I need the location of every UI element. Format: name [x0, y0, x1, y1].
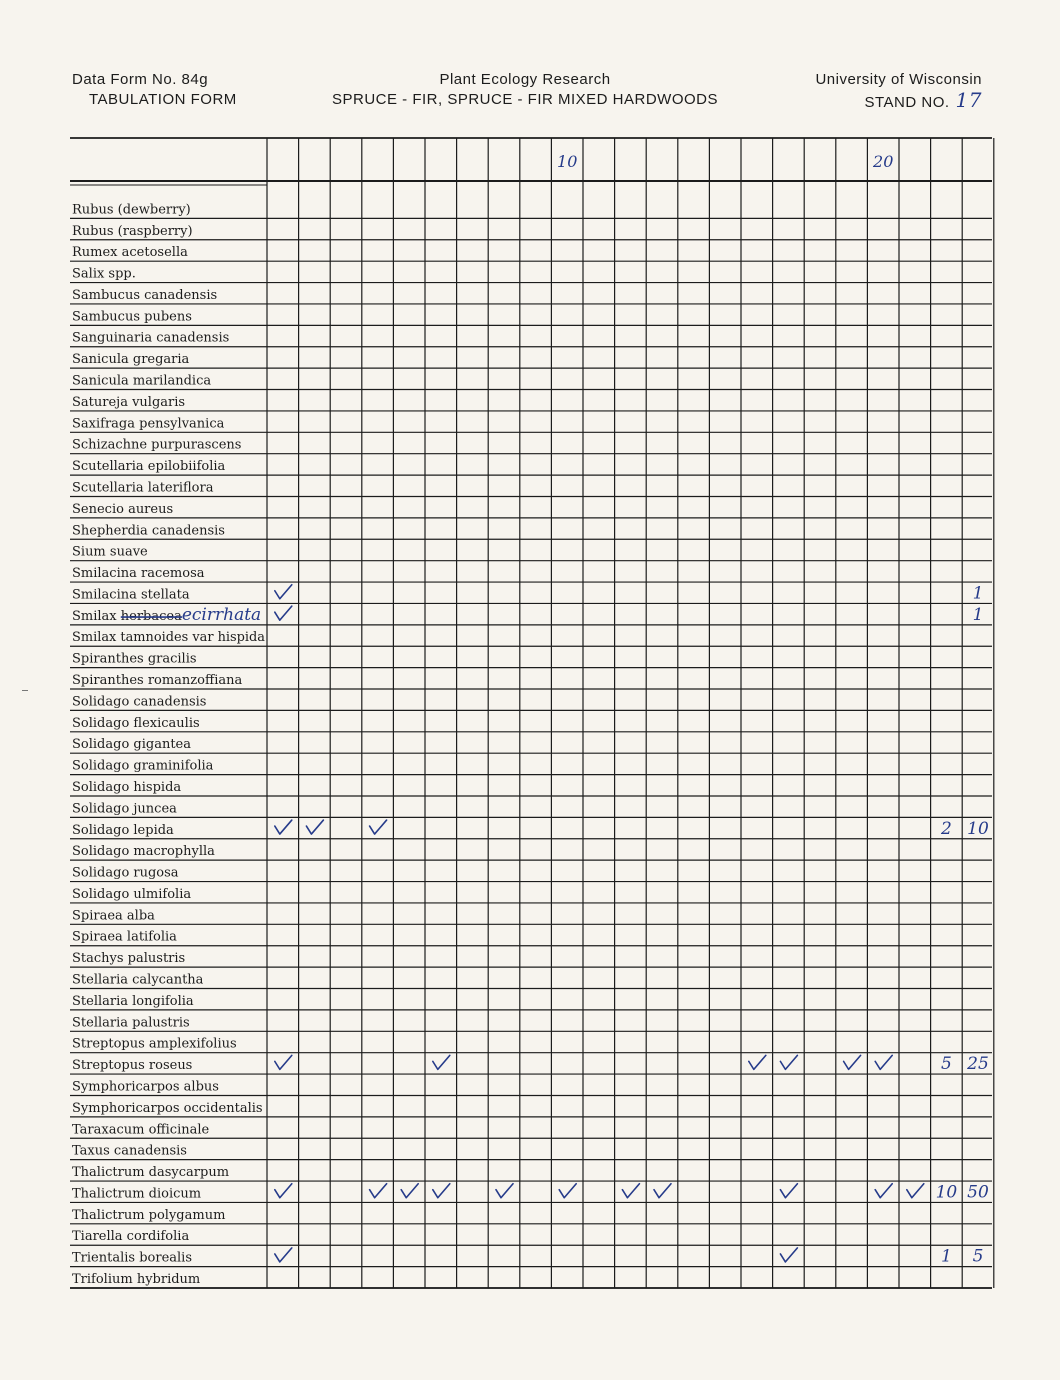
- check-mark: [622, 1184, 639, 1198]
- table-row: [72, 605, 983, 625]
- species-name: Senecio aureus: [72, 501, 174, 517]
- species-name: Solidago canadensis: [72, 694, 207, 710]
- species-name: Taraxacum officinale: [72, 1122, 210, 1138]
- species-name: Stellaria longifolia: [72, 993, 194, 1009]
- species-name: Rubus (raspberry): [72, 223, 193, 239]
- species-name: Thalictrum dasycarpum: [72, 1165, 230, 1181]
- table-row: [72, 459, 226, 474]
- species-name: Solidago graminifolia: [72, 758, 214, 774]
- table-row: [72, 630, 265, 645]
- table-row: [72, 523, 225, 538]
- species-name: Saxifraga pensylvanica: [72, 416, 225, 432]
- species-name: Streptopus roseus: [72, 1058, 193, 1074]
- species-name: Smilax tamnoides var hispida: [72, 630, 266, 646]
- species-name: Streptopus amplexifolius: [72, 1036, 237, 1052]
- margin-mark: [22, 690, 28, 691]
- table-row: [72, 480, 214, 495]
- species-name: Trifolium hybridum: [72, 1272, 201, 1287]
- table-row: [72, 1165, 229, 1180]
- check-mark: [907, 1184, 924, 1198]
- table-row: [72, 1208, 225, 1223]
- table-row: [72, 583, 983, 603]
- check-mark: [275, 820, 292, 834]
- check-mark: [654, 1184, 671, 1198]
- species-name: Scutellaria epilobiifolia: [72, 459, 226, 475]
- table-row: [72, 994, 194, 1009]
- table-row: [72, 887, 191, 902]
- table-row: [72, 202, 191, 217]
- frequency-value: 5: [940, 1054, 952, 1075]
- species-name: Satureja vulgaris: [72, 394, 186, 410]
- species-name: Sanicula gregaria: [72, 352, 190, 368]
- species-name: Symphoricarpos occidentalis: [72, 1100, 263, 1116]
- species-name: Spiranthes gracilis: [72, 651, 197, 667]
- total-value: 1: [972, 604, 984, 625]
- species-name: Tiarella cordifolia: [72, 1229, 190, 1245]
- species-name: Thalictrum dioicum: [72, 1186, 202, 1202]
- species-name: Sambucus pubens: [72, 309, 192, 325]
- species-name: Stachys palustris: [72, 951, 186, 967]
- species-name: Spiraea latifolia: [72, 929, 177, 945]
- total-value: 5: [972, 1246, 984, 1267]
- table-row: [72, 1101, 263, 1116]
- check-mark: [370, 820, 387, 834]
- species-name: Symphoricarpos albus: [72, 1079, 219, 1095]
- total-value: 25: [967, 1054, 989, 1075]
- species-name: Solidago juncea: [72, 801, 177, 817]
- table-row: [72, 930, 177, 945]
- species-name: Smilacina racemosa: [72, 566, 205, 582]
- species-name: Salix spp.: [72, 266, 136, 282]
- table-row: [72, 673, 243, 688]
- check-mark: [844, 1055, 861, 1069]
- table-row: [72, 1247, 983, 1267]
- table-row: [72, 844, 215, 859]
- table-row: [72, 566, 205, 581]
- species-name: Sanicula marilandica: [72, 373, 212, 389]
- table-row: [72, 416, 225, 431]
- table-row: [72, 374, 211, 389]
- table-row: [72, 652, 197, 667]
- frequency-value: 10: [935, 1182, 958, 1203]
- species-name: Taxus canadensis: [72, 1143, 187, 1159]
- check-mark: [275, 1055, 292, 1069]
- species-name: Smilacina stellata: [72, 587, 190, 603]
- species-name: Solidago flexicaulis: [72, 715, 200, 731]
- struck-epithet: herbacea: [120, 608, 182, 624]
- table-row: [72, 866, 179, 881]
- total-value: 10: [967, 818, 989, 839]
- table-row: [72, 545, 148, 560]
- table-row: [72, 309, 192, 324]
- table-row: [72, 819, 989, 839]
- species-name: Shepherdia canadensis: [72, 523, 225, 539]
- total-value: 50: [967, 1182, 989, 1203]
- check-mark: [749, 1055, 766, 1069]
- species-name: Solidago gigantea: [72, 737, 191, 753]
- species-name: Thalictrum polygamum: [72, 1207, 226, 1223]
- column-marker: 20: [873, 152, 894, 171]
- species-name: Schizachne purpurascens: [72, 437, 242, 453]
- university: University of Wisconsin: [815, 71, 982, 88]
- species-name: Spiraea alba: [72, 908, 155, 924]
- table-row: [72, 908, 155, 923]
- table-row: [72, 288, 217, 303]
- check-mark: [275, 585, 292, 599]
- table-row: [72, 737, 191, 752]
- table-row: [72, 245, 188, 260]
- check-mark: [275, 606, 292, 620]
- check-mark: [780, 1055, 797, 1069]
- organization: Plant Ecology Research: [439, 71, 611, 88]
- table-row: [72, 694, 206, 709]
- check-mark: [370, 1184, 387, 1198]
- stand-number: 17: [955, 88, 982, 112]
- check-mark: [401, 1184, 418, 1198]
- form-number: Data Form No. 84g: [72, 71, 209, 88]
- total-value: 1: [972, 583, 984, 604]
- species-name: Solidago ulmifolia: [72, 886, 192, 902]
- handwritten-epithet: ecirrhata: [181, 604, 262, 625]
- species-name: Sambucus canadensis: [72, 287, 218, 303]
- species-name: Rumex acetosella: [72, 245, 188, 261]
- table-row: [72, 1037, 237, 1052]
- table-row: [72, 780, 181, 795]
- species-name: Solidago rugosa: [72, 865, 179, 881]
- table-row: [72, 1122, 210, 1137]
- species-name: Solidago lepida: [72, 822, 174, 838]
- check-mark: [875, 1055, 892, 1069]
- check-mark: [496, 1184, 513, 1198]
- form-type: TABULATION FORM: [89, 91, 237, 108]
- check-mark: [306, 820, 323, 834]
- table-row: [72, 1054, 989, 1074]
- table-row: [72, 759, 214, 774]
- table-row: [72, 331, 229, 346]
- table-row: [72, 1229, 189, 1244]
- column-marker: 10: [557, 152, 578, 171]
- species-name: Rubus (dewberry): [72, 202, 191, 218]
- check-mark: [433, 1184, 450, 1198]
- frequency-value: 1: [940, 1246, 952, 1267]
- check-mark: [875, 1184, 892, 1198]
- table-row: [72, 438, 241, 453]
- check-mark: [433, 1055, 450, 1069]
- species-name: Sium suave: [72, 544, 148, 560]
- table-row: [72, 224, 193, 239]
- species-name: Scutellaria lateriflora: [72, 480, 214, 496]
- check-mark: [275, 1184, 292, 1198]
- stand-label: STAND NO.: [864, 94, 950, 111]
- species-name: Solidago hispida: [72, 779, 182, 795]
- species-name: Solidago macrophylla: [72, 844, 215, 860]
- species-name: Trientalis borealis: [72, 1250, 192, 1266]
- check-mark: [275, 1248, 292, 1262]
- table-row: [72, 1272, 200, 1287]
- check-mark: [780, 1184, 797, 1198]
- check-mark: [559, 1184, 576, 1198]
- species-name: Stellaria palustris: [72, 1015, 190, 1031]
- table-row: [72, 1182, 989, 1202]
- table-row: [72, 951, 185, 966]
- table-row: [72, 1079, 219, 1094]
- species-name: Smilax herbaceaecirrhata: [72, 604, 262, 625]
- table-row: [72, 395, 185, 410]
- species-name: Stellaria calycantha: [72, 972, 204, 988]
- table-row: [72, 973, 204, 988]
- table-row: [72, 716, 200, 731]
- frequency-value: 2: [940, 818, 952, 839]
- table-row: [72, 267, 136, 282]
- table-row: [72, 502, 173, 517]
- table-row: [72, 1144, 187, 1159]
- table-row: [72, 801, 177, 816]
- species-name: Spiranthes romanzoffiana: [72, 673, 243, 689]
- table-row: [72, 352, 190, 367]
- table-row: [72, 1015, 190, 1030]
- check-mark: [780, 1248, 797, 1262]
- form-subtitle: SPRUCE - FIR, SPRUCE - FIR MIXED HARDWOODS: [331, 91, 719, 108]
- species-name: Sanguinaria canadensis: [72, 330, 230, 346]
